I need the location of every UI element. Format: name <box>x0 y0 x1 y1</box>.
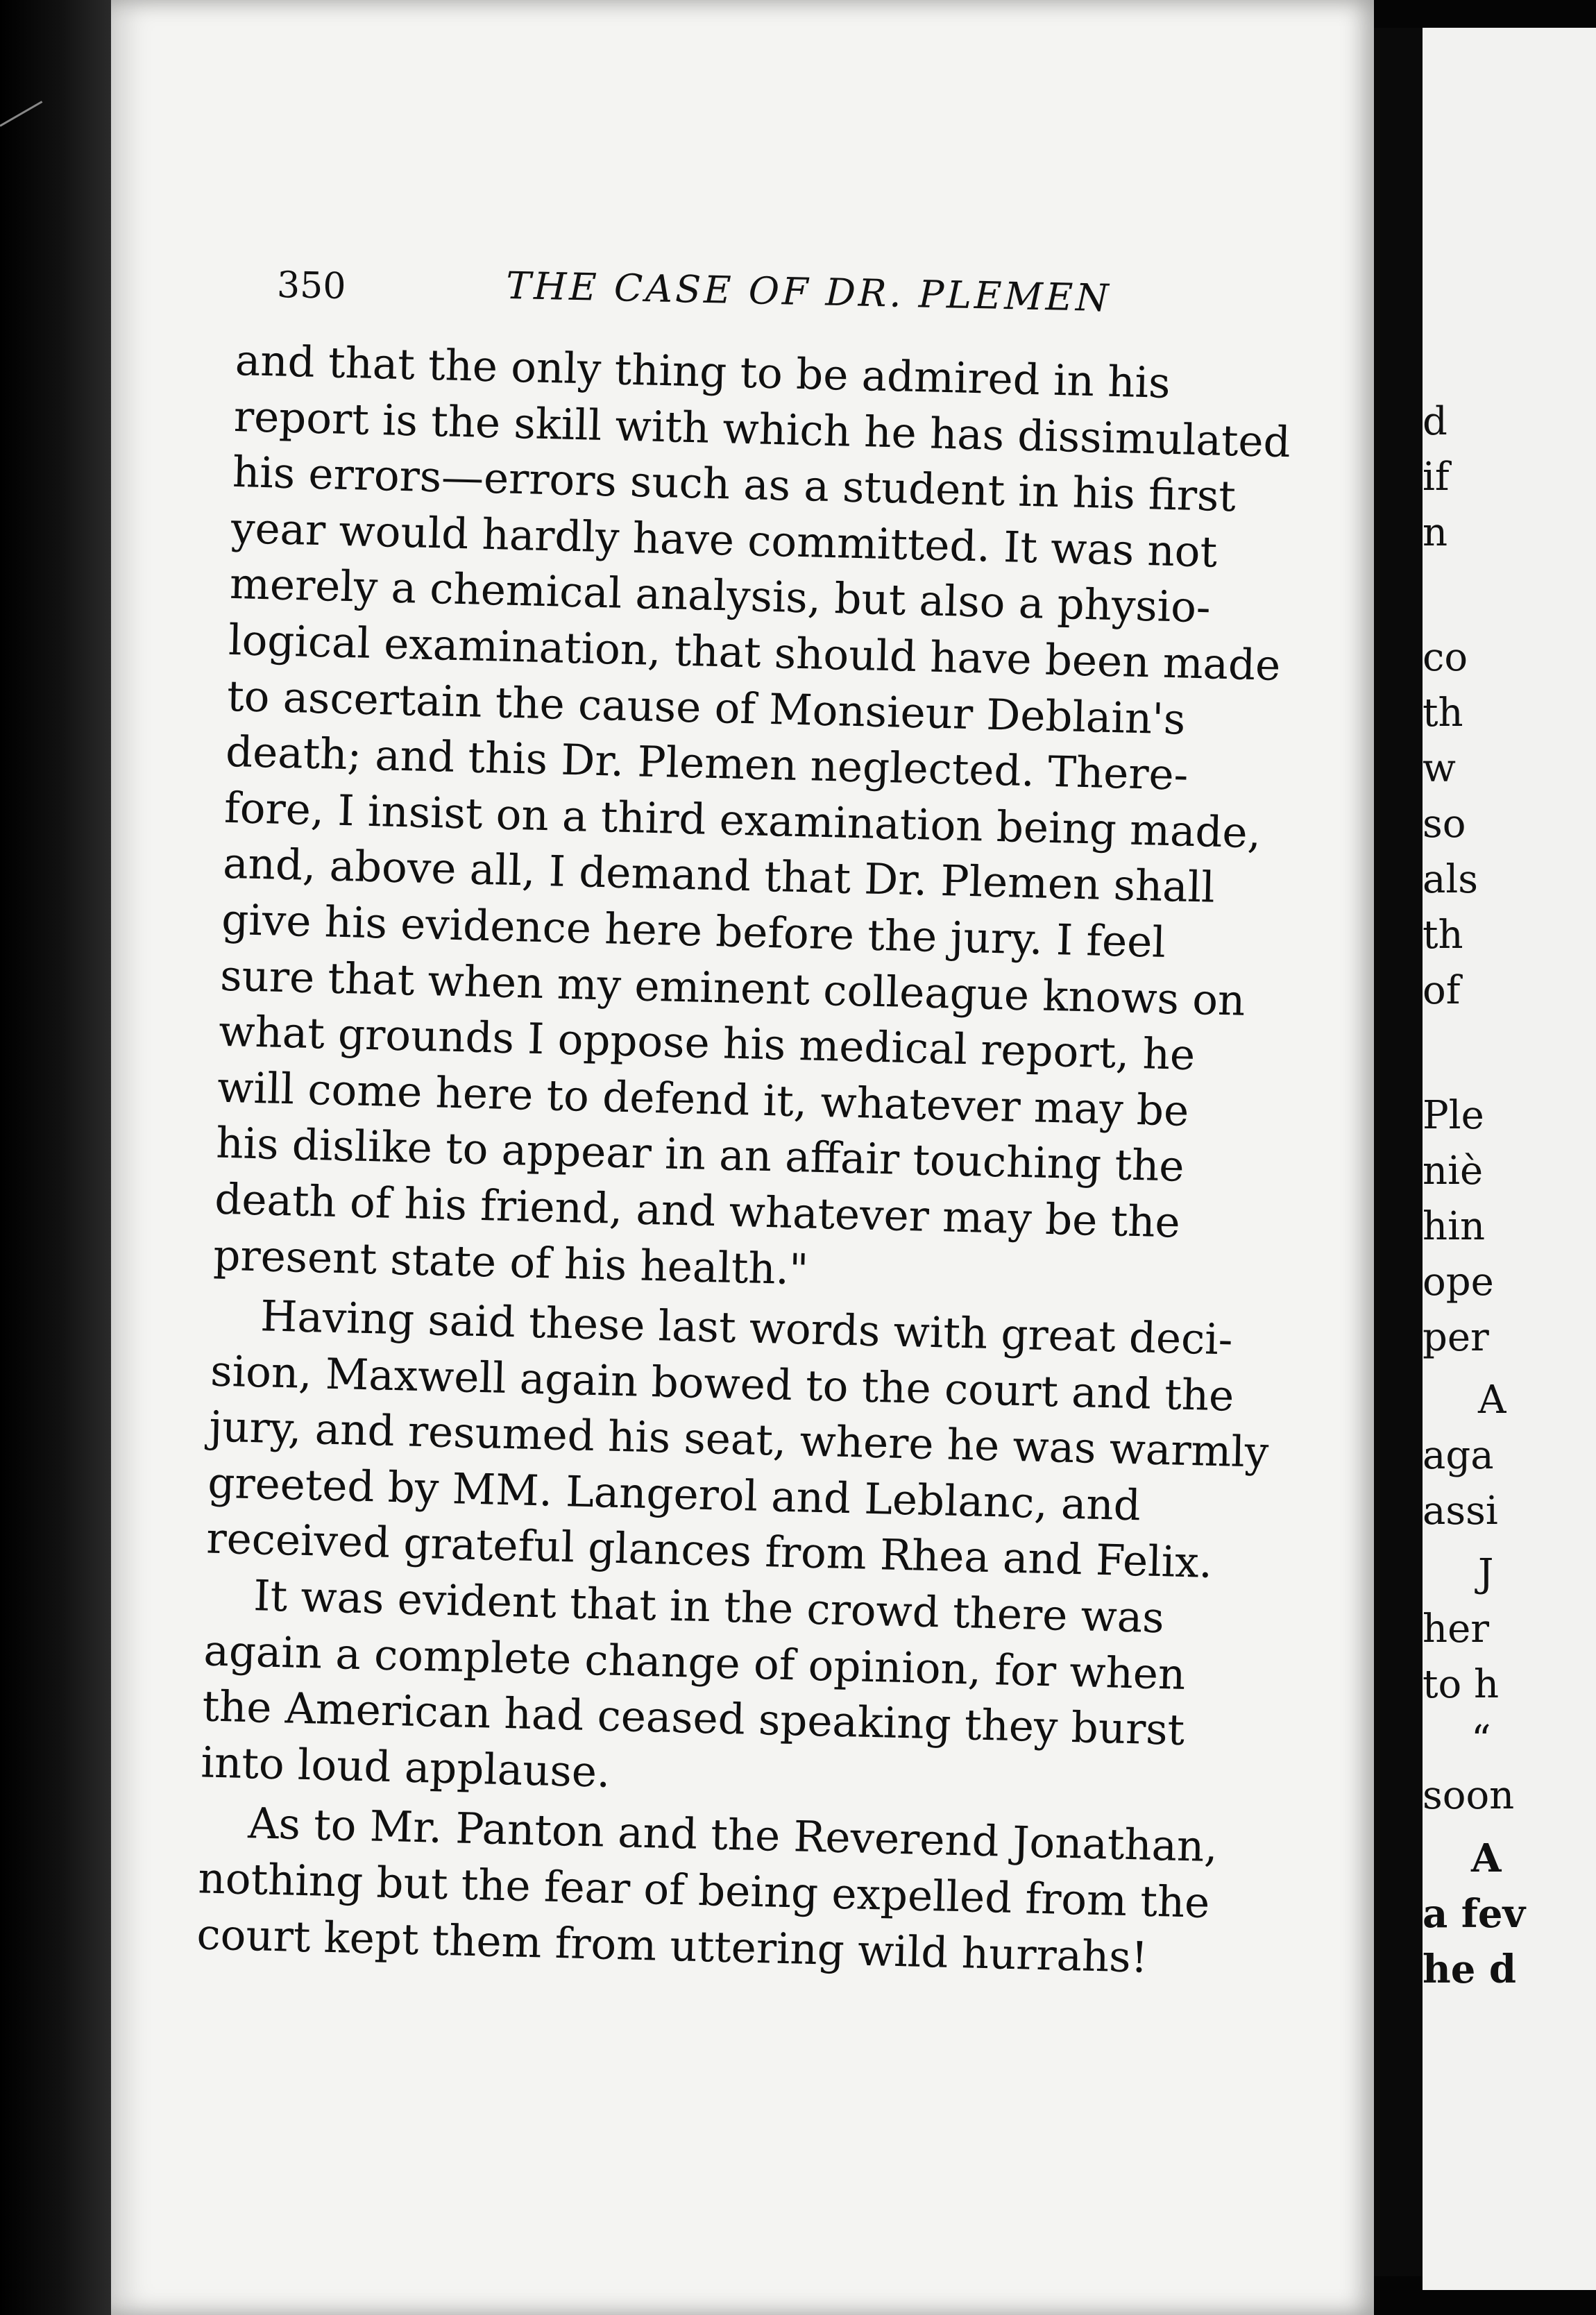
paragraph-start-line: Having said these last words with great deci- <box>260 1291 1234 1365</box>
facing-fragment: co <box>1423 635 1468 680</box>
facing-fragment: th <box>1423 690 1463 736</box>
facing-fragment: ope <box>1423 1260 1494 1305</box>
text-line: death of his friend, and whatever may be the <box>214 1174 1181 1248</box>
facing-fragment: J <box>1478 1551 1494 1596</box>
facing-fragment: her <box>1423 1606 1489 1652</box>
facing-fragment: a fev <box>1423 1891 1526 1937</box>
text-line: what grounds I oppose his medical report, he <box>218 1006 1196 1080</box>
text-line: merely a chemical analysis, but also a physio- <box>229 559 1212 633</box>
text-line: logical examination, that should have been made <box>228 615 1282 690</box>
text-line: greeted by MM. Langerol and Leblanc, and <box>207 1458 1141 1531</box>
facing-fragment: he d <box>1423 1947 1516 1992</box>
facing-fragment: Ple <box>1423 1093 1484 1138</box>
text-line: report is the skill with which he has dissimulated <box>233 391 1291 467</box>
text-line: to ascertain the cause of Monsieur Deblain's <box>226 671 1187 745</box>
text-line: his errors—errors such as a student in his first <box>232 448 1237 522</box>
text-line: the American had ceased speaking they burst <box>201 1681 1185 1756</box>
facing-fragment: n <box>1423 510 1448 555</box>
facing-fragment: A <box>1478 1377 1506 1423</box>
facing-fragment: to h <box>1423 1662 1500 1707</box>
facing-fragment: th <box>1423 913 1463 958</box>
text-line: sure that when my eminent colleague knows on <box>219 951 1246 1026</box>
facing-fragment: of <box>1423 968 1461 1013</box>
facing-fragment: als <box>1423 857 1479 902</box>
text-line: again a complete change of opinion, for when <box>203 1626 1187 1699</box>
body-text <box>196 333 1305 1989</box>
text-line: present state of his health." <box>212 1230 809 1295</box>
facing-fragment: per <box>1423 1315 1489 1360</box>
paragraph-start-line: As to Mr. Panton and the Reverend Jonathan, <box>247 1799 1219 1872</box>
text-line: his dislike to appear in an affair touching the <box>215 1118 1185 1192</box>
text-line: received grateful glances from Rhea and Felix. <box>205 1513 1213 1588</box>
facing-fragment: soon <box>1423 1773 1515 1818</box>
facing-fragment: d <box>1423 399 1448 444</box>
facing-fragment: “ <box>1471 1718 1491 1763</box>
facing-fragment: assi <box>1423 1489 1498 1534</box>
text-line: sion, Maxwell again bowed to the court and the <box>210 1346 1235 1421</box>
facing-fragment: w <box>1423 746 1456 791</box>
text-line: will come here to defend it, whatever may be <box>217 1062 1190 1136</box>
text-line: nothing but the fear of being expelled from the <box>197 1854 1211 1928</box>
text-line: year would hardly have committed. It was not <box>230 503 1218 577</box>
facing-fragment: hin <box>1423 1204 1486 1249</box>
running-title: THE CASE OF DR. PLEMEN <box>505 263 1112 321</box>
text-line: give his evidence here before the jury. I feel <box>221 894 1166 967</box>
text-line: jury, and resumed his seat, where he was warmly <box>208 1402 1270 1478</box>
book-gutter <box>1374 28 1423 2276</box>
paragraph-start-line: It was evident that in the crowd there was <box>253 1571 1165 1643</box>
text-line: and, above all, I demand that Dr. Plemen shall <box>222 839 1216 913</box>
text-line: death; and this Dr. Plemen neglected. There- <box>225 727 1189 800</box>
facing-page <box>1423 28 1596 2290</box>
facing-fragment: if <box>1423 455 1450 500</box>
page-number: 350 <box>276 264 347 308</box>
facing-fragment: so <box>1423 802 1466 847</box>
left-page-edge <box>0 0 111 2315</box>
text-line: court kept them from uttering wild hurrahs! <box>196 1909 1148 1983</box>
facing-fragment: aga <box>1423 1433 1494 1478</box>
facing-fragment: niè <box>1423 1148 1484 1194</box>
text-line: and that the only thing to be admired in his <box>235 335 1171 408</box>
text-line: into loud applause. <box>200 1738 611 1797</box>
facing-fragment: A <box>1471 1835 1502 1881</box>
text-line: fore, I insist on a third examination being made, <box>223 783 1262 858</box>
